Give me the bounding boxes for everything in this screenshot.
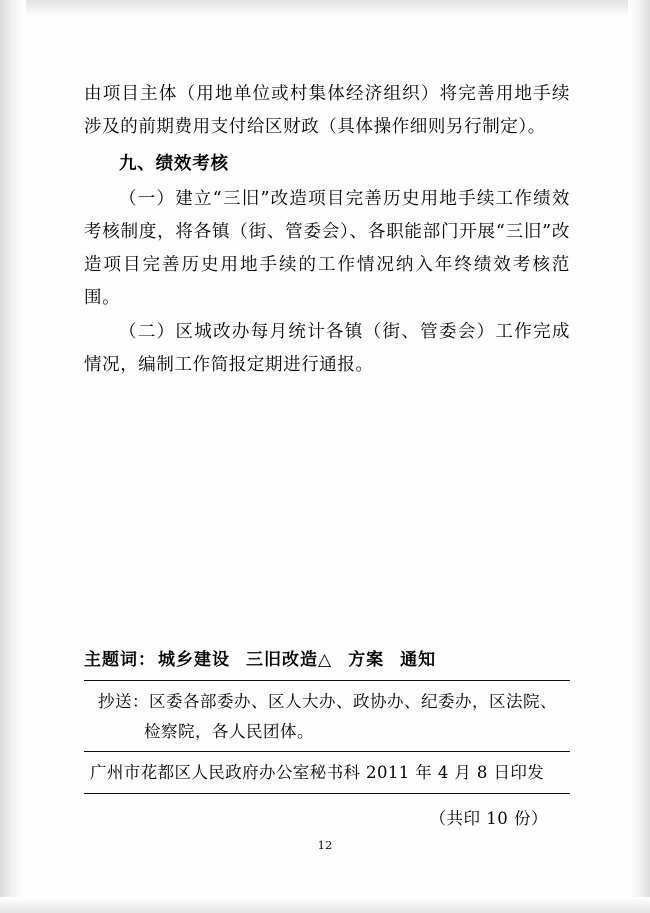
document-body xyxy=(84,78,570,383)
keywords-label: 主题词： xyxy=(84,650,156,670)
scan-edge-left xyxy=(0,0,26,913)
section-heading-performance-review: 九、绩效考核 xyxy=(119,154,229,174)
paragraph-funding: 由项目主体（用地单位或村集体经济组织）将完善用地手续涉及的前期费用支付给区财政（具体操作细则另行制定）。 xyxy=(84,84,570,137)
page-number: 12 xyxy=(317,838,333,852)
paragraph-item-one: （一）建立“三旧”改造项目完善历史用地手续工作绩效考核制度，将各镇（街、管委会）、各职能部门开展“三旧”改造项目完善历史用地手续的工作情况纳入年终绩效考核范围。 xyxy=(84,189,570,308)
keyword-item-1: 城乡建设 xyxy=(158,650,230,670)
carbon-copy-text-1: 区委各部委办、区人大办、政协办、纪委办，区法院、 xyxy=(149,692,557,711)
carbon-copy-line-2: 检察院，各人民团体。 xyxy=(144,722,314,741)
scan-edge-top xyxy=(0,0,650,18)
carbon-copy-line-1 xyxy=(84,687,570,717)
keywords-line xyxy=(84,645,570,680)
document-footer xyxy=(84,645,570,834)
scan-edge-right xyxy=(628,0,650,913)
carbon-copy-block xyxy=(84,681,570,751)
issuer-line: 广州市花都区人民政府办公室秘书科 2011 年 4 月 8 日印发 xyxy=(90,763,545,782)
print-copies-line: （共印 10 份） xyxy=(429,809,548,828)
scan-edge-bottom xyxy=(0,897,650,913)
keyword-item-2: 三旧改造△ xyxy=(246,650,333,670)
carbon-copy-label: 抄送： xyxy=(98,692,149,711)
keyword-item-3: 方案 xyxy=(348,650,385,670)
paragraph-item-two: （二）区城改办每月统计各镇（街、管委会）工作完成情况，编制工作简报定期进行通报。 xyxy=(84,322,570,375)
keyword-item-4: 通知 xyxy=(400,650,437,670)
